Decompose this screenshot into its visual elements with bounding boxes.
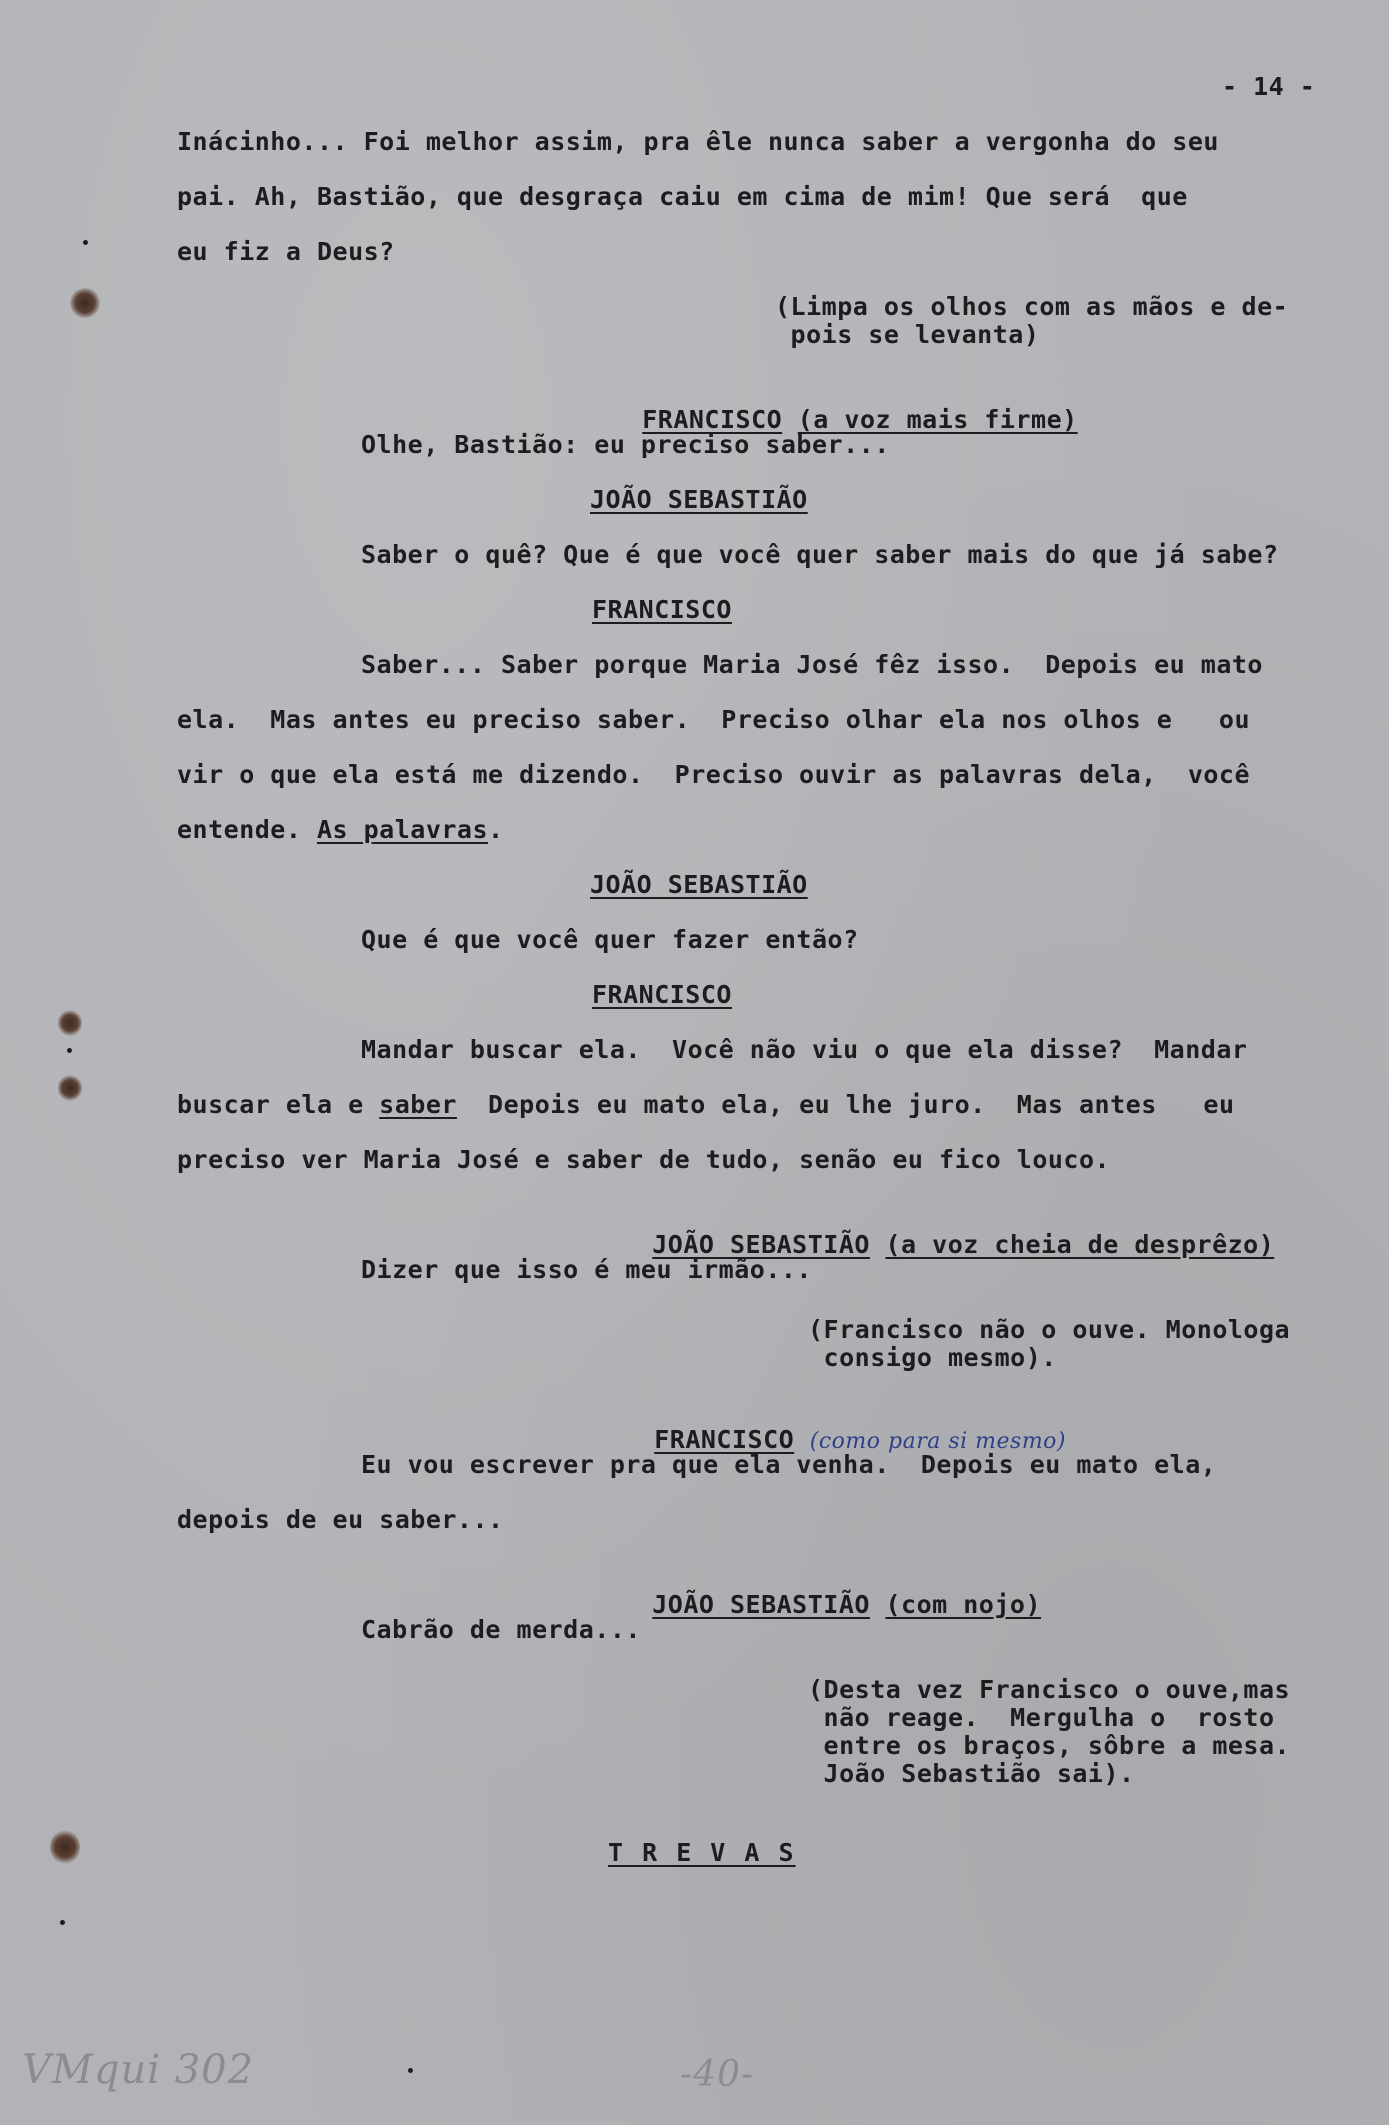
text-fragment: entende. [177,815,317,844]
speaker-name: FRANCISCO [592,595,732,624]
ink-speck [60,1920,65,1925]
stage-direction-line: não reage. Mergulha o rosto [808,1703,1275,1732]
text-line: pai. Ah, Bastião, que desgraça caiu em cima de mim! Que será que [177,182,1188,211]
text-line: Saber o quê? Que é que você quer saber mais do que já sabe? [361,540,1279,569]
page-number: - 14 - [1222,72,1316,101]
stage-direction-line: (Limpa os olhos com as mãos e de- [775,292,1289,321]
folio-number: -40- [680,2054,755,2095]
text-fragment: . [488,815,504,844]
stage-direction-line: (Francisco não o ouve. Monologa [808,1315,1291,1344]
ink-speck [67,1048,72,1053]
text-line: eu fiz a Deus? [177,237,395,266]
text-line: Dizer que isso é meu irmão... [361,1255,812,1284]
text-line: Mandar buscar ela. Você não viu o que ela disse? Mandar [361,1035,1248,1064]
speaker-name: JOÃO SEBASTIÃO [590,485,808,514]
speaker-direction: (a voz cheia de desprêzo) [885,1230,1275,1259]
text-line: Inácinho... Foi melhor assim, pra êle nunca saber a vergonha do seu [177,127,1219,156]
stage-direction-line: João Sebastião sai). [808,1759,1135,1788]
text-line: Saber... Saber porque Maria José fêz isso. Depois eu mato [361,650,1263,679]
text-line: Que é que você quer fazer então? [361,925,859,954]
speaker-direction: (a voz mais firme) [797,405,1078,434]
emphasized-text: As palavras [316,815,489,844]
text-line: preciso ver Maria José e saber de tudo, senão eu fico louco. [177,1145,1111,1174]
text-line: Cabrão de merda... [361,1615,641,1644]
text-line: Eu vou escrever pra que ela venha. Depois eu mato ela, [361,1450,1217,1479]
speaker-name: JOÃO SEBASTIÃO [652,1230,870,1259]
stage-direction-line: (Desta vez Francisco o ouve,mas [808,1675,1291,1704]
text-line: ela. Mas antes eu preciso saber. Preciso olhar ela nos olhos e ou [177,705,1251,734]
text-line [177,815,504,845]
stage-direction-line: consigo mesmo). [808,1343,1057,1372]
ink-speck [408,2068,413,2073]
text-line: vir o que ela está me dizendo. Preciso ouvir as palavras dela, você [177,760,1251,789]
stage-direction-line: pois se levanta) [775,320,1040,349]
speaker-name: FRANCISCO [654,1425,795,1454]
punch-hole-mark [58,1010,82,1036]
punch-hole-mark [70,288,100,318]
ink-speck [83,240,88,245]
emphasized-text: saber [379,1090,457,1119]
text-fragment: Depois eu mato ela, eu lhe juro. Mas antes eu [456,1090,1235,1119]
scene-end-heading: T R E V A S [608,1838,796,1867]
speaker-name: JOÃO SEBASTIÃO [652,1590,870,1619]
speaker-name: JOÃO SEBASTIÃO [590,870,808,899]
speaker-name: FRANCISCO [642,405,783,434]
text-line: depois de eu saber... [177,1505,504,1534]
archive-mark: VMqui 302 [22,2047,255,2093]
handwritten-annotation: (como para si mesmo) [809,1429,1067,1454]
stage-direction-line: entre os braços, sôbre a mesa. [808,1731,1291,1760]
text-line [177,1090,1235,1120]
speaker-line [590,1560,1041,1650]
speaker-direction: (com nojo) [885,1590,1042,1619]
punch-hole-mark [58,1075,82,1101]
text-fragment: buscar ela e [177,1090,380,1119]
text-line: Olhe, Bastião: eu preciso saber... [361,430,890,459]
speaker-name: FRANCISCO [592,980,732,1009]
punch-hole-mark [50,1830,80,1864]
